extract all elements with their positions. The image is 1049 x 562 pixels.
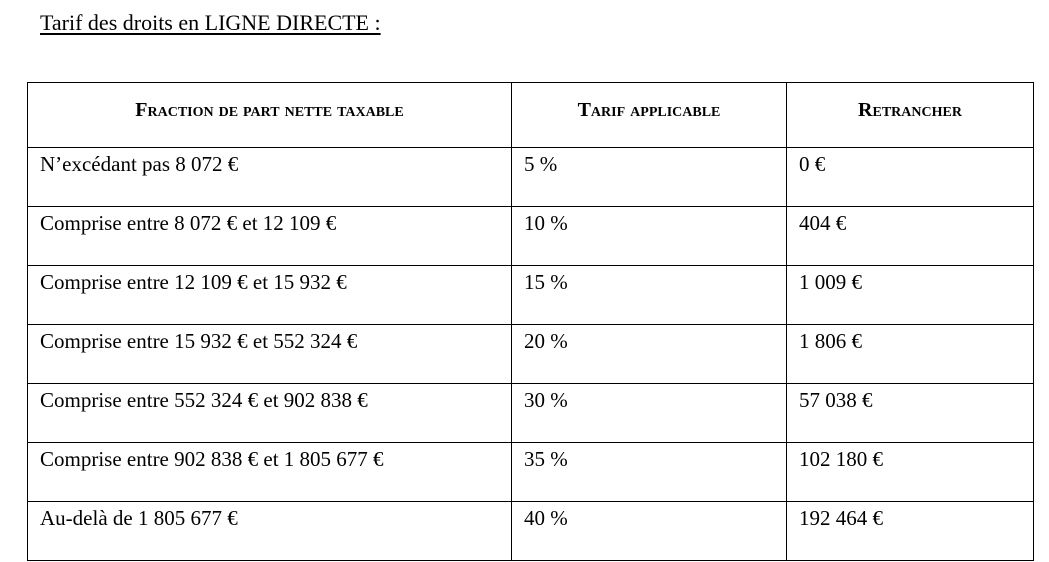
cell-retrancher: 192 464 €	[787, 502, 1034, 561]
cell-fraction: N’excédant pas 8 072 €	[28, 148, 512, 207]
cell-fraction: Comprise entre 8 072 € et 12 109 €	[28, 207, 512, 266]
cell-fraction: Comprise entre 15 932 € et 552 324 €	[28, 325, 512, 384]
header-retrancher: Retrancher	[787, 83, 1034, 148]
header-fraction: Fraction de part nette taxable	[28, 83, 512, 148]
cell-retrancher: 1 806 €	[787, 325, 1034, 384]
cell-retrancher: 1 009 €	[787, 266, 1034, 325]
cell-retrancher: 404 €	[787, 207, 1034, 266]
cell-retrancher: 57 038 €	[787, 384, 1034, 443]
cell-fraction: Comprise entre 902 838 € et 1 805 677 €	[28, 443, 512, 502]
table-row	[28, 148, 1034, 207]
cell-fraction: Comprise entre 12 109 € et 15 932 €	[28, 266, 512, 325]
cell-tarif: 15 %	[512, 266, 787, 325]
cell-tarif: 10 %	[512, 207, 787, 266]
table-row	[28, 207, 1034, 266]
header-tarif: Tarif applicable	[512, 83, 787, 148]
table-row	[28, 502, 1034, 561]
cell-tarif: 35 %	[512, 443, 787, 502]
cell-tarif: 20 %	[512, 325, 787, 384]
table-row	[28, 443, 1034, 502]
cell-fraction: Au-delà de 1 805 677 €	[28, 502, 512, 561]
cell-retrancher: 0 €	[787, 148, 1034, 207]
tax-rate-table	[27, 82, 1034, 561]
page-title: Tarif des droits en LIGNE DIRECTE :	[40, 10, 381, 35]
table-row	[28, 325, 1034, 384]
table-header-row	[28, 83, 1034, 148]
table-row	[28, 266, 1034, 325]
cell-tarif: 5 %	[512, 148, 787, 207]
table-row	[28, 384, 1034, 443]
cell-retrancher: 102 180 €	[787, 443, 1034, 502]
cell-tarif: 30 %	[512, 384, 787, 443]
cell-tarif: 40 %	[512, 502, 787, 561]
cell-fraction: Comprise entre 552 324 € et 902 838 €	[28, 384, 512, 443]
